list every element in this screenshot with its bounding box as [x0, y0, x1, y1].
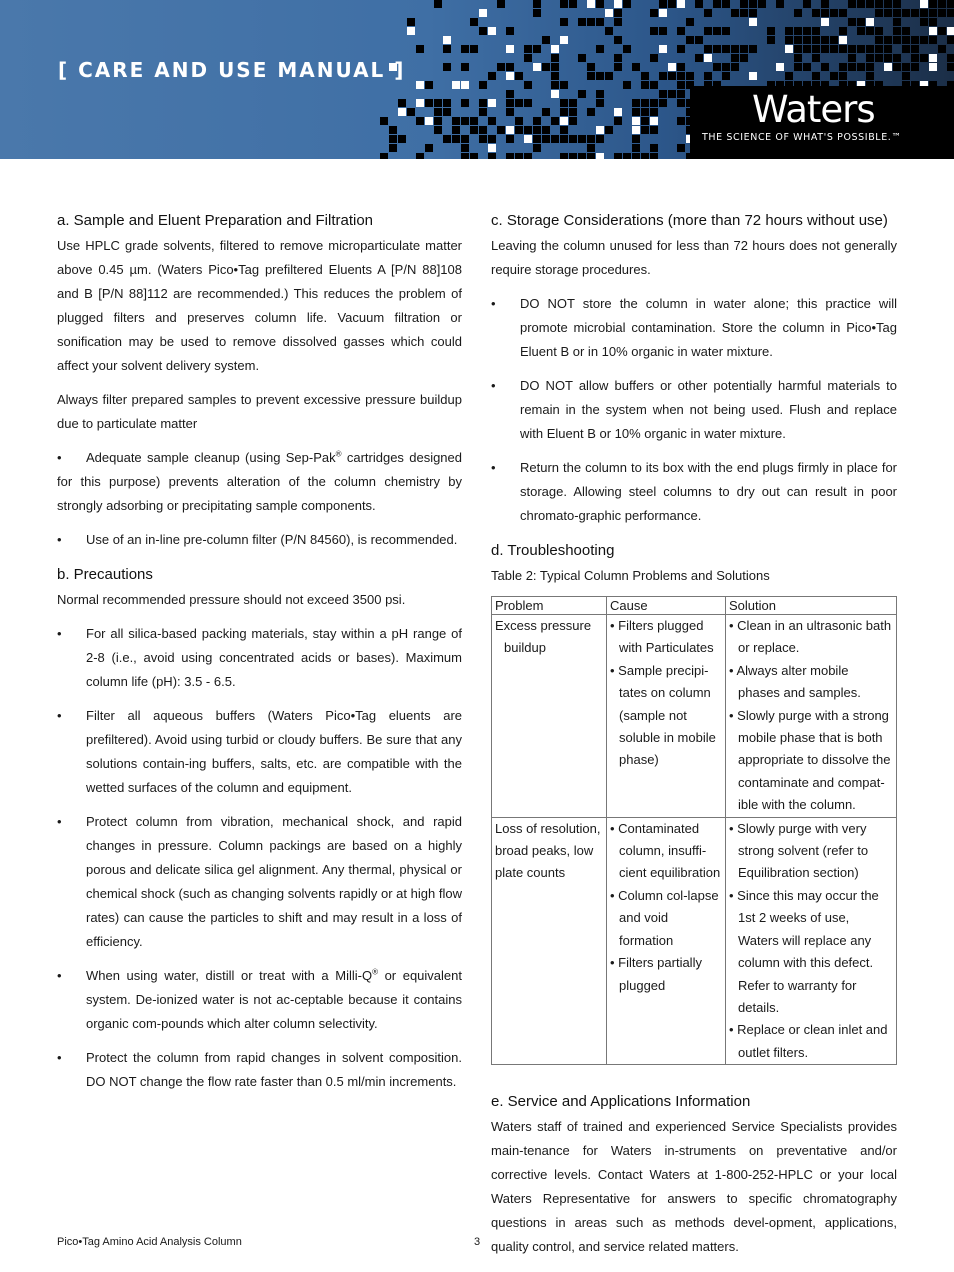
bullet-marker: •	[57, 708, 62, 723]
right-column	[491, 208, 897, 1269]
section-e-paragraph: Waters staff of trained and experienced Service Specialists provides main-tenance for Waters in-struments on preventative and/or corrective levels. Contact Waters at 1-800-252-HPLC or your local Waters Representative for answers to specific chromatography questions in areas such as methods devel-opment, applications, quality control, and service related matters.	[491, 1119, 897, 1255]
header-banner	[0, 0, 954, 159]
section-e-heading: e. Service and Applications Information	[491, 1093, 751, 1111]
section-b-intro: Normal recommended pressure should not exceed 3500 psi.	[57, 592, 406, 607]
section-b-heading: b. Precautions	[57, 566, 153, 583]
section-b-bullet-5: • Protect the column from rapid changes in solvent composition. DO NOT change the flow rate faster than 0.5 ml/min increments.	[57, 1046, 462, 1094]
cause-cell: • Filters plugged with Particulates • Sample precipi-tates on column (sample not soluble in mobile phase)	[607, 615, 726, 818]
section-c-bullet-2: • DO NOT allow buffers or other potentially harmful materials to remain in the system when not being used. Flush and replace with Eluent B or 10% organic in water mixture.	[491, 374, 897, 446]
bullet-marker: •	[491, 296, 496, 311]
waters-logo: Waters	[752, 88, 875, 131]
section-a-heading: a. Sample and Eluent Preparation and Filtration	[57, 212, 374, 229]
table-row	[492, 817, 897, 1064]
problem-cell: Loss of resolution, broad peaks, low plate counts	[492, 817, 607, 1064]
column-header-problem: Problem	[492, 597, 607, 615]
table-caption: Table 2: Typical Column Problems and Solutions	[491, 568, 770, 583]
table-row	[492, 615, 897, 818]
bullet-marker: •	[57, 1050, 62, 1065]
problem-cell: Excess pressure buildup	[492, 615, 607, 818]
bullet-marker: •	[57, 532, 62, 547]
footer-document-title: Pico•Tag Amino Acid Analysis Column	[57, 1236, 242, 1248]
cause-cell: • Contaminated column, insuffi-cient equilibration • Column col-lapse and void formation • Filters partially plugged	[607, 817, 726, 1064]
section-d-heading: d. Troubleshooting	[491, 542, 615, 559]
section-b-bullet-1: • For all silica-based packing materials, stay within a pH range of 2-8 (i.e., avoid using concentrated acids or bases). Maximum column life (pH): 3.5 - 6.5.	[57, 622, 462, 694]
left-column	[57, 208, 462, 1104]
footer-page-number: 3	[474, 1236, 481, 1248]
section-a-paragraph-1: Use HPLC grade solvents, filtered to remove microparticulate matter above 0.45 µm. (Waters Pico•Tag prefiltered Eluents A [P/N 88]108 and B [P/N 88]112 are recommended.) This reduces the problem of plugged filters and preserves column life. Vacuum filtration or sonification may be used to remove dissolved gasses which could affect your solvent delivery system.	[57, 238, 462, 373]
section-c-bullet-1: • DO NOT store the column in water alone; this practice will promote microbial contamination. Store the column in Pico•Tag Eluent B or in 10% organic in water mixture.	[491, 292, 897, 364]
solution-cell: • Clean in an ultrasonic bath or replace. • Always alter mobile phases and samples. • Slowly purge with a strong mobile phase that is both appropriate to dissolve the contaminate and compat-ible with the column.	[726, 615, 897, 818]
section-b-bullet-3: • Protect column from vibration, mechanical shock, and rapid changes in pressure. Column packings are based on a highly porous and delicate silica gel alignment. Any thermal, physical or chemical shock (such as changing solvents rapidly or at high flow rates) can cause the particles to shift and may result in a loss of efficiency.	[57, 810, 462, 954]
troubleshooting-table	[491, 596, 897, 1065]
bullet-marker: •	[491, 460, 496, 475]
manual-title: [ CARE AND USE MANUAL ]	[58, 58, 406, 82]
bullet-marker: •	[57, 626, 62, 641]
bullet-marker: •	[57, 450, 62, 465]
section-a-paragraph-2: Always filter prepared samples to prevent excessive pressure buildup due to particulate matter	[57, 392, 462, 431]
section-c-heading: c. Storage Considerations (more than 72 hours without use)	[491, 212, 888, 229]
solution-cell: • Slowly purge with very strong solvent (refer to Equilibration section) • Since this may occur the 1st 2 weeks of use, Waters will replace any column with this defect. Refer to warranty for details. • Replace or clean inlet and outlet filters.	[726, 817, 897, 1064]
table-header-row	[492, 597, 897, 615]
bullet-marker: •	[491, 378, 496, 393]
bullet-marker: •	[57, 814, 62, 829]
section-b-bullet-4: • When using water, distill or treat with a Milli-Q® or equivalent system. De-ionized water is not ac-ceptable because it contains organic com-pounds which alter column selectivity.	[57, 964, 462, 1036]
column-header-cause: Cause	[607, 597, 726, 615]
logo-tagline: THE SCIENCE OF WHAT'S POSSIBLE.™	[702, 132, 902, 143]
section-c-bullet-3: • Return the column to its box with the end plugs firmly in place for storage. Allowing steel columns to dry out can result in poor chromato-graphic performance.	[491, 456, 897, 528]
bullet-marker: •	[57, 968, 62, 983]
section-b-bullet-2: • Filter all aqueous buffers (Waters Pico•Tag eluents are prefiltered). Avoid using turbid or cloudy buffers. Be sure that any solutions contain-ing buffers, salts, etc. are compatible with the wetted surfaces of the column and equipment.	[57, 704, 462, 800]
section-a-bullet-1: • Adequate sample cleanup (using Sep-Pak® cartridges designed for this purpose) prevents alteration of the column chemistry by strongly adsorbing or precipitating sample components.	[57, 446, 462, 518]
column-header-solution: Solution	[726, 597, 897, 615]
section-a-bullet-2: • Use of an in-line pre-column filter (P/N 84560), is recommended.	[57, 528, 462, 552]
section-c-intro: Leaving the column unused for less than 72 hours does not generally require storage procedures.	[491, 238, 897, 277]
